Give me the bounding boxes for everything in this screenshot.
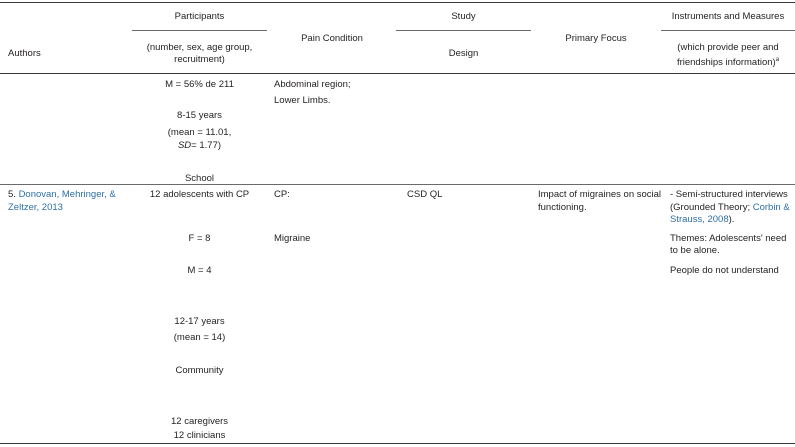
instruments-citation-link-cont[interactable]: Strauss, 2008 <box>670 214 729 225</box>
row2-participants-male: M = 4 <box>187 265 212 276</box>
top-rule <box>0 2 795 3</box>
header-bottom-rule <box>0 73 795 74</box>
row2-instruments-1: - Semi-structured interviews <box>670 189 788 200</box>
row2-participants-mean: (mean = 14) <box>173 332 226 343</box>
row2-author <box>8 189 116 201</box>
study-underline <box>396 30 531 31</box>
row2-participants-recruitment: Community <box>175 365 224 376</box>
row2-pain-1: CP: <box>274 189 290 200</box>
row2-participants-number: 12 adolescents with CP <box>149 189 250 200</box>
row1-participants-mean: (mean = 11.01, <box>167 127 232 138</box>
row1-participants-sex: M = 56% de 211 <box>165 79 234 90</box>
row1-pain-1: Abdominal region; <box>274 79 351 90</box>
header-instruments-sub-2 <box>661 54 795 69</box>
instruments-footnote-marker: a <box>775 57 780 63</box>
row1-participants-sd <box>132 140 267 152</box>
participants-underline <box>132 30 267 31</box>
header-instruments-sub-1: (which provide peer and <box>677 42 779 53</box>
header-participants: Participants <box>174 11 225 22</box>
row2-instruments-5: to be alone. <box>670 245 720 256</box>
row2-design: CSD QL <box>407 189 443 200</box>
row2-instruments-6: People do not understand <box>670 265 779 276</box>
row-separator <box>0 184 795 185</box>
row2-focus-1: Impact of migraines on social <box>538 189 662 200</box>
row2-participants-age: 12-17 years <box>174 316 225 327</box>
row1-participants-recruitment: School <box>184 173 215 184</box>
row2-instruments-2 <box>670 202 790 214</box>
instruments-2-text: (Grounded Theory; <box>670 202 751 213</box>
author-number: 5. <box>8 189 19 200</box>
sd-value: = 1.77) <box>191 140 222 151</box>
row1-participants-age: 8-15 years <box>177 110 222 121</box>
header-study: Study <box>451 11 476 22</box>
header-authors: Authors <box>8 48 41 59</box>
instruments-underline <box>661 30 795 31</box>
instruments-3-end: ). <box>728 214 735 225</box>
header-participants-sub-1: (number, sex, age group, <box>146 42 253 53</box>
instruments-sub-2-text: friendships information) <box>676 57 776 69</box>
table-bottom-rule <box>0 443 795 444</box>
header-instruments: Instruments and Measures <box>671 11 785 22</box>
sd-label: SD <box>177 140 192 151</box>
row2-instruments-3 <box>670 214 734 226</box>
header-participants-sub-2: recruitment) <box>174 54 225 65</box>
header-design: Design <box>448 48 479 59</box>
author-citation-link-cont[interactable]: Zeltzer, 2013 <box>8 202 63 213</box>
author-citation-link[interactable]: Donovan, Mehringer, & <box>18 189 116 200</box>
row2-focus-2: functioning. <box>538 202 587 213</box>
row1-pain-2: Lower Limbs. <box>274 95 331 106</box>
row2-instruments-4: Themes: Adolescents' need <box>670 233 787 244</box>
row2-participants-caregivers: 12 caregivers <box>170 416 229 427</box>
row2-pain-2: Migraine <box>274 233 311 244</box>
header-pain-condition: Pain Condition <box>301 33 363 44</box>
row2-participants-female: F = 8 <box>188 233 211 244</box>
instruments-citation-link[interactable]: Corbin & <box>752 202 790 213</box>
row2-participants-clinicians: 12 clinicians <box>173 430 226 441</box>
header-primary-focus: Primary Focus <box>565 33 627 44</box>
